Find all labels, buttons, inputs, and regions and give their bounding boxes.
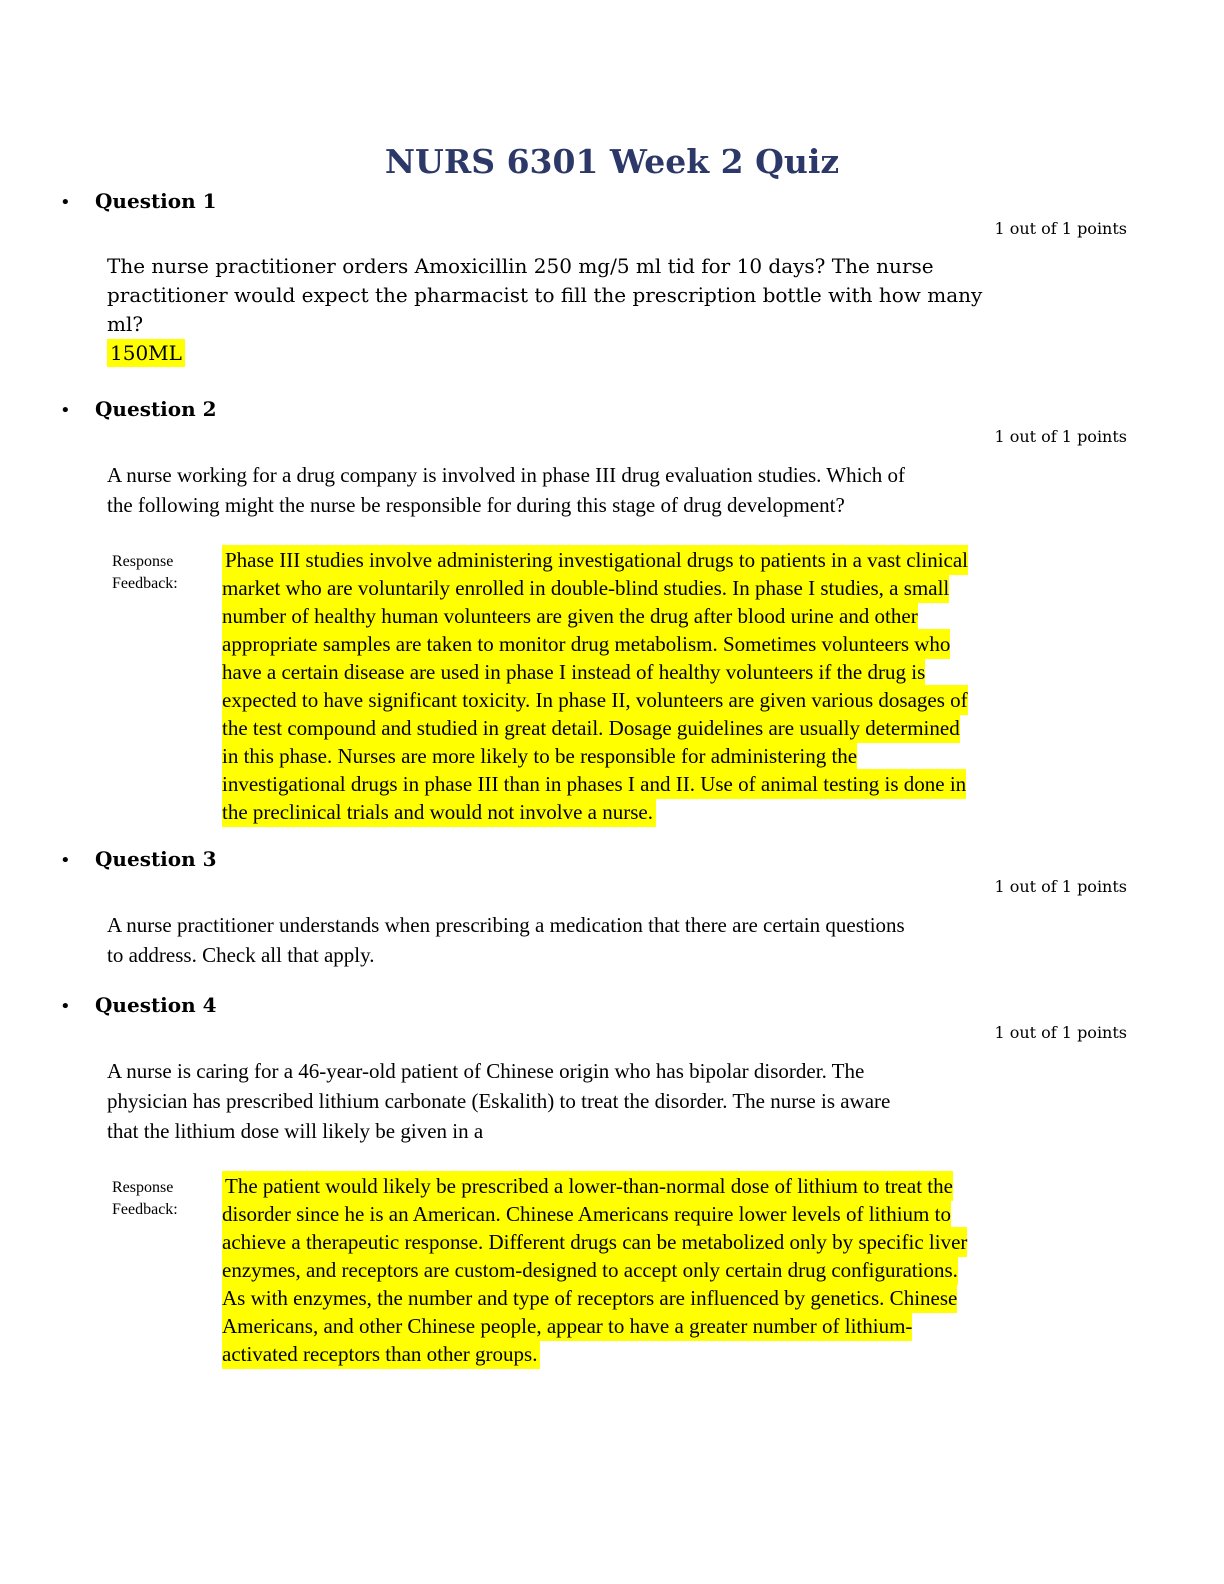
question-2-points: 1 out of 1 points [994, 427, 1127, 446]
question-2-text: A nurse working for a drug company is involved in phase III drug evaluation studies. Which of the following might the nurse be responsible for during this stage of drug development? [107, 463, 906, 517]
question-4-points: 1 out of 1 points [994, 1023, 1127, 1042]
bullet-icon: • [60, 996, 71, 1017]
question-3-block [0, 846, 1224, 970]
question-3-points: 1 out of 1 points [994, 877, 1127, 896]
bullet-icon: • [60, 400, 71, 421]
question-1-points: 1 out of 1 points [994, 219, 1127, 238]
question-2-header [60, 396, 1224, 424]
question-2-feedback-text [222, 546, 977, 826]
question-1-block [0, 188, 1224, 368]
page-title: NURS 6301 Week 2 Quiz [384, 142, 840, 181]
response-feedback-label: Response Feedback: [112, 553, 178, 592]
question-1-label: Question 1 [95, 189, 217, 213]
highlighted-answer: 150ML [107, 339, 185, 367]
bullet-icon: • [60, 850, 71, 871]
question-4-label: Question 4 [95, 993, 217, 1017]
question-4-feedback-text [222, 1172, 977, 1368]
question-1-text: The nurse practitioner orders Amoxicillin 250 mg/5 ml tid for 10 days? The nurse practitioner would expect the pharmacist to fill the prescription bottle with how many ml? [107, 254, 983, 336]
highlighted-feedback: Phase III studies involve administering investigational drugs to patients in a vast clinical market who are voluntarily enrolled in double-blind studies. In phase I studies, a small number of healthy human volunteers are given the drug after blood urine and other appropriate samples are taken to monitor drug metabolism. Sometimes volunteers who have a certain disease are used in phase I instead of healthy volunteers if the drug is expected to have significant toxicity. In phase II, volunteers are given various dosages of the test compound and studied in great detail. Dosage guidelines are usually determined in this phase. Nurses are more likely to be responsible for administering the investigational drugs in phase III than in phases I and II. Use of animal testing is done in the preclinical trials and would not involve a nurse. [222, 545, 968, 827]
question-4-block [0, 992, 1224, 1368]
response-feedback-label: Response Feedback: [112, 1179, 178, 1218]
question-2-feedback-row [112, 546, 1224, 826]
question-3-text: A nurse practitioner understands when prescribing a medication that there are certain questions to address. Check all that apply. [107, 913, 905, 967]
question-3-label: Question 3 [95, 847, 217, 871]
highlighted-feedback: The patient would likely be prescribed a lower-than-normal dose of lithium to treat the disorder since he is an American. Chinese Americans require lower levels of lithium to achieve a therapeutic response. Different drugs can be metabolized only by specific liver enzymes, and receptors are custom-designed to accept only certain drug configurations. As with enzymes, the number and type of receptors are influenced by genetics. Chinese Americans, and other Chinese people, appear to have a greater number of lithium-activated receptors than other groups. [222, 1171, 967, 1369]
bullet-icon: • [60, 192, 71, 213]
question-2-block [0, 396, 1224, 826]
question-1-header [60, 188, 1224, 216]
question-4-header [60, 992, 1224, 1020]
question-1-answer [107, 339, 1224, 368]
question-2-label: Question 2 [95, 397, 217, 421]
question-4-feedback-row [112, 1172, 1224, 1368]
question-3-header [60, 846, 1224, 874]
question-4-text: A nurse is caring for a 46-year-old patient of Chinese origin who has bipolar disorder. The physician has prescribed lithium carbonate (Eskalith) to treat the disorder. The nurse is aware that the lithium dose will likely be given in a [107, 1059, 891, 1143]
